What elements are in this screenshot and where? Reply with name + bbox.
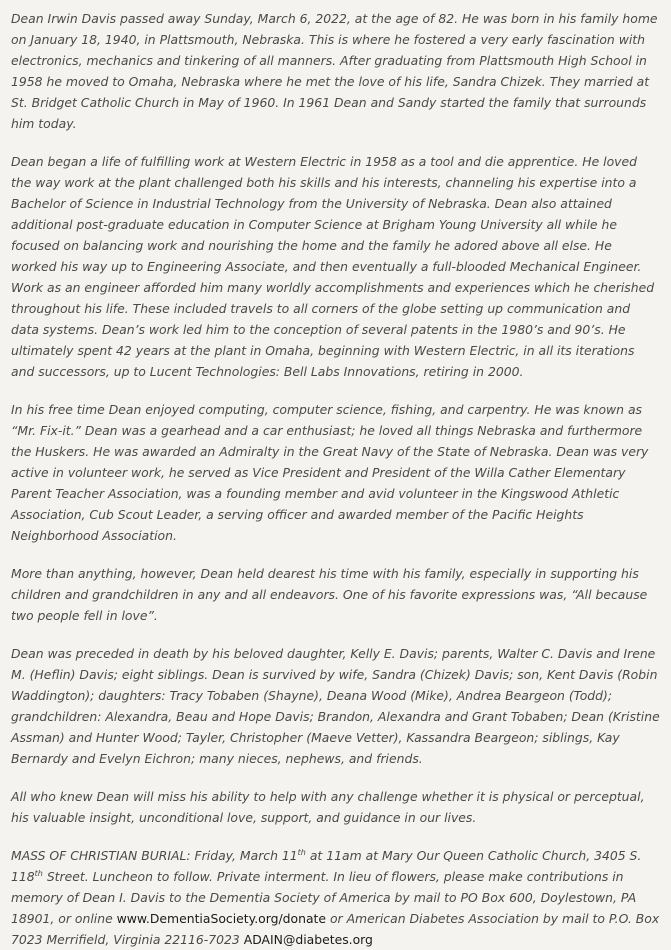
ordinal-suffix-1: th bbox=[297, 847, 306, 857]
service-text-1: MASS OF CHRISTIAN BURIAL: Friday, March 11 bbox=[11, 848, 298, 863]
service-text-4: or American Diabetes Association by mail to P.O. Box 7023 Merrifield, Virginia 22116-7023 bbox=[11, 911, 660, 947]
paragraph-birth-and-marriage: Dean Irwin Davis passed away Sunday, March 6, 2022, at the age of 82. He was born in his family home on January 18, 1940, in Plattsmouth, Nebraska. This is where he fostered a very early fascination with electronics, mechanics and tinkering of all manners. After graduating from Plattsmouth High School in 1958 he moved to Omaha, Nebraska where he met the love of his life, Sandra Chizek. They married at St. Bridget Catholic Church in May of 1960. In 1961 Dean and Sandy started the family that surrounds him today. bbox=[11, 11, 658, 131]
paragraph-career: Dean began a life of fulfilling work at Western Electric in 1958 as a tool and die apprentice. He loved the way work at the plant challenged both his skills and his interests, channeling his expertise into a Bachelor of Science in Industrial Technology from the University of Nebraska. Dean also attained additional post-graduate education in Computer Science at Brigham Young University all while he focused on balancing work and nourishing the home and the family he adored above all else. He worked his way up to Engineering Associate, and then eventually a full-blooded Mechanical Engineer. Work as an engineer afforded him many worldly accomplishments and experiences which he cherished throughout his life. These included travels to all corners of the globe setting up communication and data systems. Dean’s work led him to the conception of several patents in the 1980’s and 90’s. He ultimately spent 42 years at the plant in Omaha, beginning with Western Electric, in all its iterations and successors, up to Lucent Technologies: Bell Labs Innovations, retiring in 2000. bbox=[11, 154, 655, 379]
ordinal-suffix-2: th bbox=[34, 868, 43, 878]
diabetes-email-link[interactable]: ADAIN@diabetes.org bbox=[243, 932, 373, 947]
paragraph-hobbies-and-volunteering: In his free time Dean enjoyed computing, computer science, fishing, and carpentry. He was known as “Mr. Fix-it.” Dean was a gearhead and a car enthusiast; he loved all things Nebraska and furthermore the Huskers. He was awarded an Admiralty in the Great Navy of the State of Nebraska. Dean was very active in volunteer work, he served as Vice President and President of the Willa Cather Elementary Parent Teacher Association, was a founding member and avid volunteer in the Kingswood Athletic Association, Cub Scout Leader, a serving officer and awarded member of the Pacific Heights Neighborhood Association. bbox=[11, 402, 649, 543]
service-text-3: Street. Luncheon to follow. Private interment. In lieu of flowers, please make contributions in memory of Dean I. Davis to the Dementia Society of America by mail to PO Box 600, Doylestown, PA 18901, or online bbox=[11, 869, 637, 926]
dementia-society-donate-link[interactable]: www.DementiaSociety.org/donate bbox=[116, 911, 327, 926]
service-text-2: at 11am at Mary Our Queen Catholic Church, 3405 S. 118 bbox=[11, 848, 642, 884]
paragraph-family-devotion: More than anything, however, Dean held dearest his time with his family, especially in supporting his children and grandchildren in any and all endeavors. One of his favorite expressions was, “All because two people fell in love”. bbox=[11, 566, 648, 623]
paragraph-survivors: Dean was preceded in death by his beloved daughter, Kelly E. Davis; parents, Walter C. Davis and Irene M. (Heflin) Davis; eight siblings. Dean is survived by wife, Sandra (Chizek) Davis; son, Kent Davis (Robin Waddington); daughters: Tracy Tobaben (Shayne), Deana Wood (Mike), Andrea Beargeon (Todd); grandchildren: Alexandra, Beau and Hope Davis; Brandon, Alexandra and Grant Tobaben; Dean (Kristine Assman) and Hunter Wood; Tayler, Christopher (Maeve Vetter), Kassandra Beargeon; siblings, Kay Bernardy and Evelyn Eichron; many nieces, nephews, and friends. bbox=[11, 646, 660, 766]
paragraph-remembrance: All who knew Dean will miss his ability to help with any challenge whether it is physical or perceptual, his valuable insight, unconditional love, support, and guidance in our lives. bbox=[11, 789, 645, 825]
